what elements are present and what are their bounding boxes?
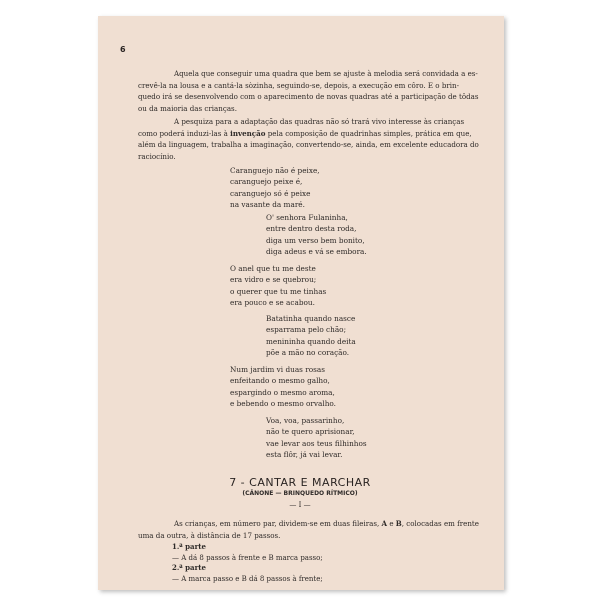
verse-line: Num jardim vi duas rosas [230, 365, 325, 374]
paragraph-3 [138, 518, 493, 541]
row-a-label: A [381, 519, 388, 528]
part-2-label: 2.ª parte [172, 563, 206, 572]
parts-list [172, 542, 323, 584]
part-1-label: 1.ª parte [172, 542, 206, 551]
verse-line: Voa, voa, passarinho, [266, 416, 345, 425]
verse-line: e bebendo o mesmo orvalho. [230, 398, 336, 408]
paragraph-1-line-4: ou da maioria das crianças. [138, 103, 237, 113]
row-b-label: B [395, 519, 402, 528]
verse-line: caranguejo só é peixe [230, 188, 311, 198]
verse-line: entre dentro desta roda, [266, 224, 357, 234]
part-2: 2.ª parte — A marca passo e B dá 8 passos à frente; [172, 563, 323, 583]
paragraph-2-line-4: raciocínio. [138, 151, 176, 161]
paragraph-1-line-3: quedo irá se desenvolvendo com o aparecimento de novas quadras até a participação de tôdas [138, 92, 479, 102]
verse-line: não te quero aprisionar, [266, 427, 355, 437]
paragraph-1 [138, 68, 493, 114]
verse-line: menininha quando deita [266, 336, 356, 346]
verse-4 [266, 313, 356, 358]
verse-line: o querer que tu me tinhas [230, 286, 327, 296]
verse-line: espargindo o mesmo aroma, [230, 387, 335, 397]
verse-line: diga um verso bem bonito, [266, 235, 365, 245]
section-heading: 7 - CANTAR E MARCHAR [229, 476, 371, 489]
verse-line: esparrama pelo chão; [266, 325, 347, 335]
paragraph-3-line-2: uma da outra, à distância de 17 passos. [138, 530, 281, 540]
verse-line: Caranguejo não é peixe, [230, 166, 320, 175]
verse-line: O' senhora Fulaninha, [266, 213, 348, 222]
part-1: 1.ª parte — A dá 8 passos à frente e B marca passo; [172, 542, 323, 562]
paragraph-2 [138, 116, 493, 162]
verse-line: põe a mão no coração. [266, 347, 350, 357]
paragraph-1-line-2: crevê-la na lousa e a cantá-la sòzinha, seguindo-se, depois, a execução em côro. E o brin- [138, 80, 459, 90]
verse-line: Batatinha quando nasce [266, 314, 356, 323]
verse-line: O anel que tu me deste [230, 264, 316, 273]
invencao-bold: invenção [230, 128, 266, 138]
verse-line: vae levar aos teus filhinhos [266, 438, 367, 448]
verse-6 [266, 415, 367, 460]
verse-line: era vidro e se quebrou; [230, 275, 317, 285]
paragraph-1-line-1: Aquela que conseguir uma quadra que bem se ajuste à melodia será convidada a es- [174, 69, 478, 78]
verse-3 [230, 263, 326, 308]
paragraph-2-line-2: como poderá induzi-las à invenção pela composição de quadrinhas simples, prática em que, [138, 128, 472, 138]
paragraph-2-line-1: A pesquiza para a adaptação das quadras não só trará vivo interesse às crianças [174, 117, 465, 126]
verse-line: era pouco e se acabou. [230, 297, 315, 307]
page-number: 6 [120, 45, 126, 54]
verse-2 [266, 212, 367, 257]
verse-line: enfeitando o mesmo galho, [230, 376, 330, 386]
verse-line: na vasante da maré. [230, 199, 305, 209]
section-subheading: (CÂNONE — BRINQUEDO RÍTMICO) [242, 490, 358, 497]
paragraph-3-line-1: As crianças, em número par, dividem-se em duas fileiras, A e B, colocadas em frente [174, 519, 479, 528]
verse-line: esta flôr, já vai levar. [266, 449, 343, 459]
verse-1 [230, 165, 320, 210]
verse-line: caranguejo peixe é, [230, 177, 303, 187]
verse-line: diga adeus e vá se embora. [266, 246, 367, 256]
verse-5 [230, 364, 336, 409]
paragraph-2-line-3: além da linguagem, trabalha a imaginação, convertendo-se, ainda, em excelente educadora do [138, 140, 479, 150]
roman-numeral: — I — [289, 501, 311, 509]
